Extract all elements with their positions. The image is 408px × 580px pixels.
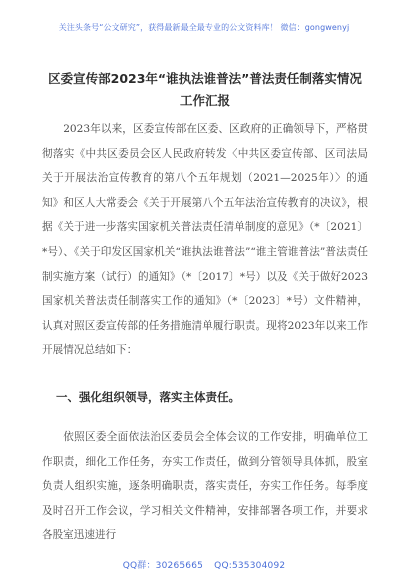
promo-banner: 关注头条号“公文研究”，获得最新最全最专业的公文资料库！ 微信：gongwenyj (58, 23, 350, 32)
title-line-2: 工作汇报 (179, 93, 230, 108)
qq-group-text: QQ群：30265665 (122, 561, 204, 571)
document-title (40, 68, 370, 112)
section-heading: 一、强化组织领导，落实主体责任。 (56, 390, 240, 404)
qq-text: QQ:535304092 (214, 561, 286, 571)
title-line-1: 区委宣传部2023年“谁执法谁普法”普法责任制落实情况 (48, 71, 362, 86)
intro-paragraph-block (42, 117, 368, 363)
intro-paragraph: 2023年以来，区委宣传部在区委、区政府的正确领导下，严格贯彻落实《中共区委员会区人民政府转发〈中共区委宣传部、区司法局关于开展法治宣传教育的第八个五年规划（2021—2025年）〉的通知》和区人大常委会《关于开展第八个五年法治宣传教育的决议》，根据《关于进一步落实国家机关普法责任清单制度的意见》（*〔2021〕*号）、《关于印发区国家机关“谁执法谁普法”“谁主管谁普法”普法责任制实施方案（试行）的通知》（*〔2017〕*号）以及《关于做好2023国家机关普法责任制落实工作的通知》（*〔2023〕*号）文件精神，认真对照区委宣传部的任务措施清单履行职责。现将2023年以来工作开展情况总结如下： (42, 123, 368, 357)
section1-paragraph: 依照区委全面依法治区委员会全体会议的工作安排，明确单位工作职责，细化工作任务，夯实工作责任，做到分管领导具体抓，股室负责人组织实施，逐条明确职责，落实责任，夯实工作任务。每季度及时召开工作会议，学习相关文件精神，安排部署各项工作，并要求各股室迅速进行 (42, 431, 368, 542)
contact-banner (0, 558, 408, 571)
section1-paragraph-block (42, 425, 368, 548)
